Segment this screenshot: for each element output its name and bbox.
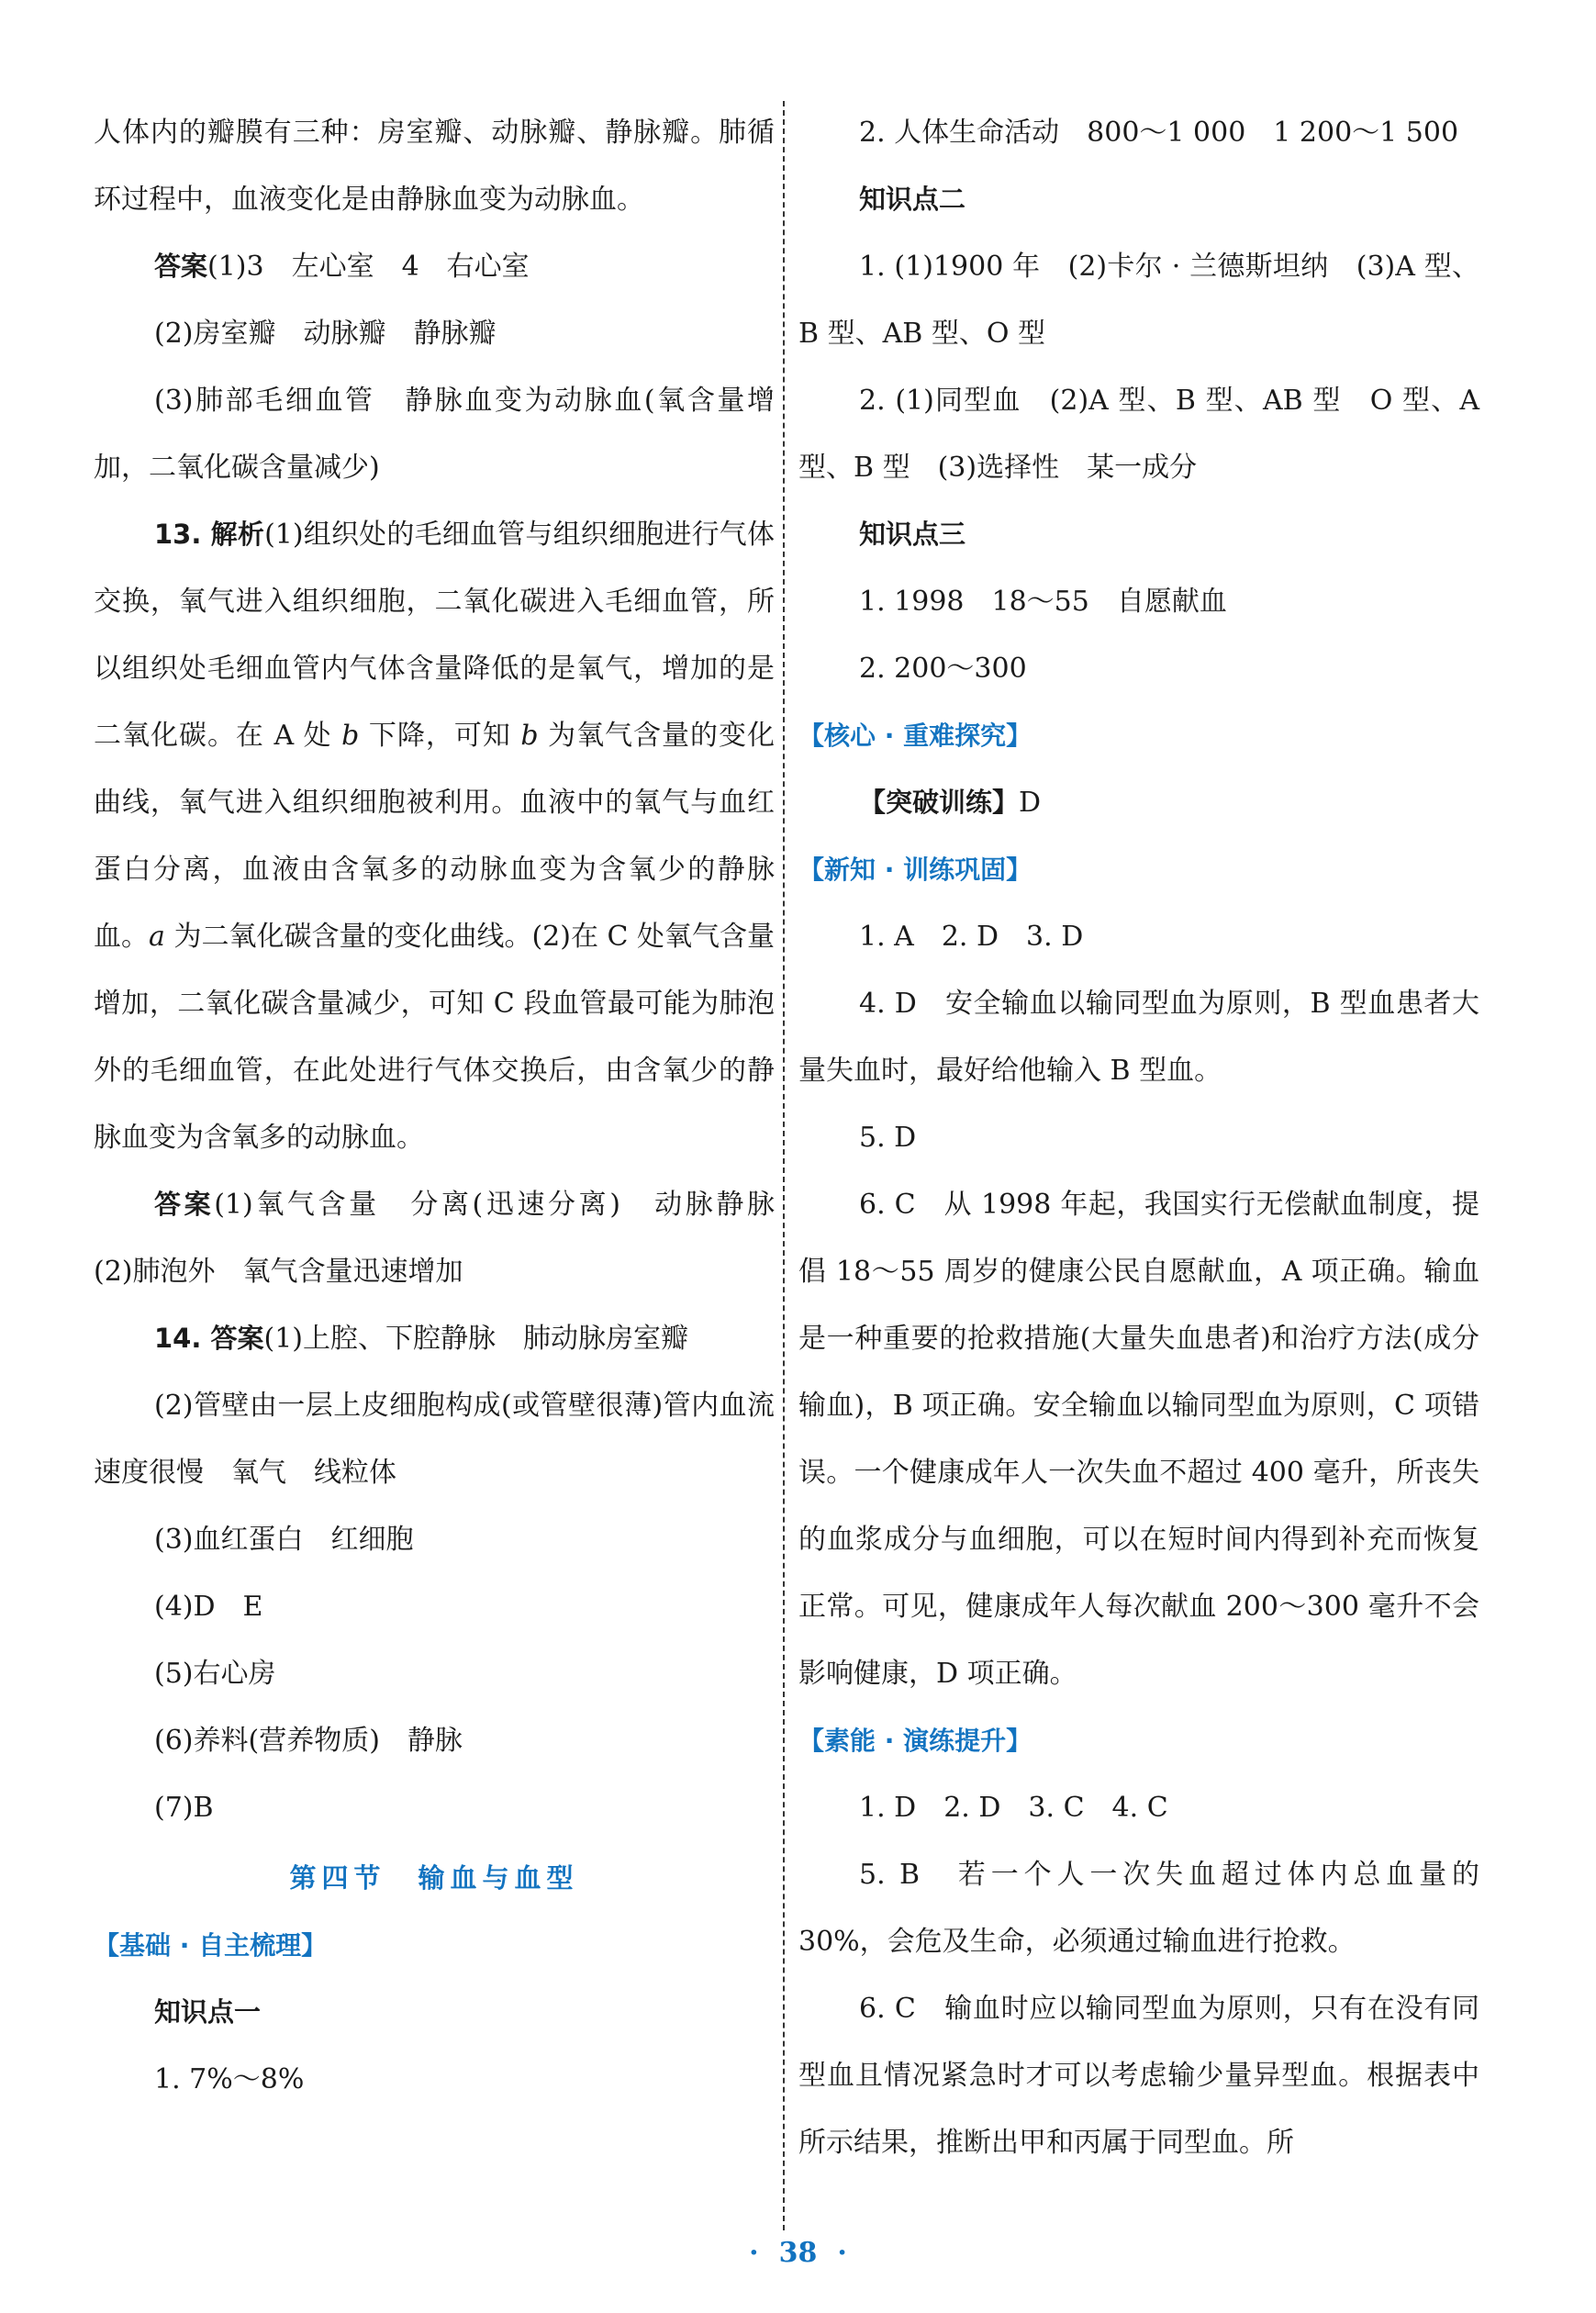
answer-text: (1)上腔、下腔静脉 肺动脉房室瓣 (263, 1323, 688, 1355)
left-column (94, 99, 802, 2113)
kp2-item-2: 2. (1)同型血 (2)A 型、B 型、AB 型 O 型、A 型、B 型 (3)选择性 某一成分 (798, 385, 1479, 484)
answer-12-line-3: (3)肺部毛细血管 静脉血变为动脉血(氧含量增加，二氧化碳含量减少) (94, 385, 775, 484)
answer-12-line-1 (94, 233, 775, 300)
skill-answers-1-4: 1. D 2. D 3. C 4. C (859, 1792, 1168, 1824)
right-column (798, 99, 1479, 2176)
knowledge-point-1: 知识点一 (154, 1996, 262, 2028)
skill-answer-6: 6. C 输血时应以输同型血为原则，只有在没有同型血且情况紧急时才可以考虑输少量异型血。根据表中所示结果，推断出甲和丙属于同型血。所 (798, 1993, 1479, 2159)
analysis-text: 为氧气含量的变化曲线，氧气进入组织细胞被利用。血液中的氧气与血红蛋白分离，血液由含氧多的动脉血变为含氧少的静脉血。 (94, 720, 775, 953)
breakthrough-answer: D (1019, 787, 1042, 819)
breakthrough-label: 【突破训练】 (859, 787, 1020, 818)
answer-14-line-5: (5)右心房 (154, 1658, 276, 1690)
answer-13 (94, 1171, 802, 1305)
core-heading: 【核心 · 重难探究】 (798, 721, 1032, 751)
answer-14-line-7: (7)B (154, 1792, 214, 1824)
basis-heading: 【基础 · 自主梳理】 (94, 1930, 328, 1961)
page-dot: · (749, 2237, 759, 2269)
knowledge-point-3: 知识点三 (859, 519, 966, 550)
answer-label: 答案 (154, 1189, 215, 1220)
answer-14-line-1 (94, 1305, 775, 1372)
breakthrough-training (798, 769, 1479, 836)
kp1-item-2: 2. 人体生命活动 800～1 000 1 200～1 500 (859, 117, 1459, 149)
kp1-item-1: 1. 7%～8% (154, 2063, 305, 2095)
new-answers-1-3: 1. A 2. D 3. D (859, 921, 1084, 953)
page-dot: · (837, 2237, 847, 2269)
skill-answer-5: 5. B 若一个人一次失血超过体内总血量的 30%，会危及生命，必须通过输血进行抢救。 (798, 1859, 1479, 1958)
knowledge-point-2: 知识点二 (859, 184, 966, 215)
answer-12-line-2: (2)房室瓣 动脉瓣 静脉瓣 (154, 318, 497, 350)
var-b: b (520, 720, 539, 752)
section-title: 第四节 输血与血型 (289, 1862, 579, 1894)
question-13-analysis (94, 501, 775, 1171)
analysis-text: 为二氧化碳含量的变化曲线。(2)在 C 处氧气含量增加，二氧化碳含量减少，可知 C 段血管最可能为肺泡外的毛细血管，在此处进行气体交换后，由含氧少的静脉血变为含氧多的动脉血。 (94, 921, 776, 1154)
answer-14-line-2: (2)管壁由一层上皮细胞构成(或管壁很薄)管内血流速度很慢 氧气 线粒体 (94, 1390, 775, 1489)
page-number-value: 38 (778, 2237, 818, 2269)
answer-text: (1)3 左心室 4 右心室 (207, 251, 530, 283)
kp2-item-1: 1. (1)1900 年 (2)卡尔 · 兰德斯坦纳 (3)A 型、B 型、AB 型、O 型 (798, 251, 1479, 350)
kp3-item-1: 1. 1998 18～55 自愿献血 (859, 586, 1227, 618)
analysis-text: 下降，可知 (359, 720, 521, 752)
column-divider (783, 101, 785, 2230)
new-answer-4: 4. D 安全输血以输同型血为原则，B 型血患者大量失血时，最好给他输入 B 型血。 (798, 988, 1479, 1087)
new-answer-6: 6. C 从 1998 年起，我国实行无偿献血制度，提倡 18～55 周岁的健康公民自愿献血，A 项正确。输血是一种重要的抢救措施(大量失血患者)和治疗方法(成分输血)，B 项正确。安全输血以输同型血为原则，C 项错误。一个健康成年人一次失血不超过 400 毫升，所丧失的血浆成分与血细胞，可以在短时间内得到补充而恢复正常。可见，健康成年人每次献血 200～300 毫升不会影响健康，D 项正确。 (798, 1189, 1479, 1690)
paragraph-valves: 人体内的瓣膜有三种：房室瓣、动脉瓣、静脉瓣。肺循环过程中，血液变化是由静脉血变为动脉血。 (94, 117, 775, 216)
var-b: b (341, 720, 360, 752)
answer-14-line-4: (4)D E (154, 1591, 263, 1623)
answer-label: 答案 (154, 251, 208, 282)
new-answer-5: 5. D (859, 1122, 917, 1154)
answer-14-line-3: (3)血红蛋白 红细胞 (154, 1524, 414, 1556)
analysis-label: 13. 解析 (154, 519, 265, 550)
answer-text: (1)氧气含量 分离(迅速分离) 动脉静脉 (2)肺泡外 氧气含量迅速增加 (94, 1189, 802, 1288)
new-knowledge-heading: 【新知 · 训练巩固】 (798, 855, 1032, 885)
answer-14-line-6: (6)养料(营养物质) 静脉 (154, 1725, 463, 1757)
var-a: a (149, 921, 165, 953)
skill-heading: 【素能 · 演练提升】 (798, 1726, 1032, 1756)
answer-label: 14. 答案 (154, 1323, 264, 1354)
analysis-text: (1)组织处的毛细血管与组织细胞进行气体交换，氧气进入组织细胞，二氧化碳进入毛细血管，所以组织处毛细血管内气体含量降低的是氧气，增加的是二氧化碳。在 A 处 (94, 519, 775, 752)
kp3-item-2: 2. 200～300 (859, 653, 1027, 685)
page-number (0, 2237, 1596, 2269)
